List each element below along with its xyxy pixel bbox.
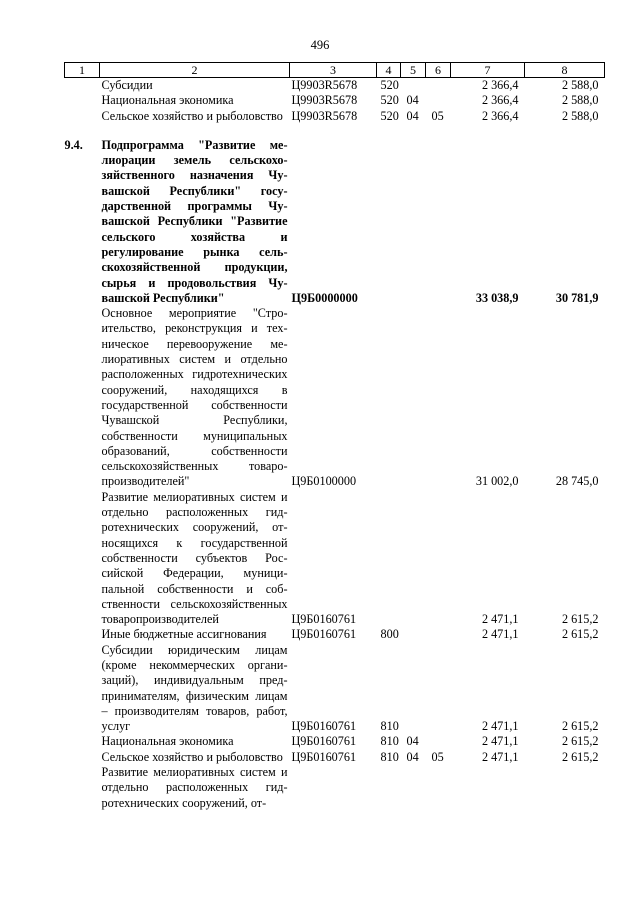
table-row [65,93,605,108]
table-row [65,627,605,642]
amount-year-1-cell: 31 002,0 [475,474,519,489]
table-row [65,734,605,749]
row-name-cell: Основное мероприятие "Строительство, реконструкция и техническое перевооружение мелиоративных систем и отдельно расположенных гидротехнических сооружений, находящихся в государственной собственности Чувашской Республики, собственности муниципальных образований, собственности сельскохозяйственных товаропроизводителей" [101,306,288,489]
expense-type-cell: 520 [380,93,399,108]
row-name-cell: Национальная экономика [101,93,234,108]
subsection-cell [426,78,451,94]
target-code-cell: Ц9Б0160761 [291,627,357,642]
table-row [65,306,605,490]
amount-year-1-cell: 2 366,4 [481,93,519,108]
amount-year-1-cell: 33 038,9 [475,290,519,305]
header-row [65,63,605,78]
expense-type-cell: 520 [380,108,399,123]
row-number-cell [65,734,100,749]
expense-type-cell [377,765,401,811]
table-body [65,78,605,811]
target-code-cell: Ц9903R5678 [291,93,358,108]
subsection-cell [426,93,451,108]
table-row [65,765,605,811]
expense-type-cell: 810 [380,734,399,749]
target-code-cell: Ц9903R5678 [291,108,358,123]
row-number-cell [65,643,100,735]
expense-type-cell: 800 [380,627,399,642]
expense-type-cell [377,490,401,628]
expense-type-cell [377,306,401,490]
row-name-cell: Развитие мелиоративных систем и отдельно расположенных гидротехнических сооружений, от- [101,765,288,810]
section-cell [401,627,426,642]
amount-year-1-cell [451,765,525,811]
expense-type-cell: 520 [380,78,399,92]
row-number-cell: 9.4. [64,137,83,152]
amount-year-1-cell: 2 471,1 [481,627,519,642]
section-cell [401,138,426,306]
row-number-cell [65,78,100,94]
amount-year-2-cell: 30 781,9 [555,290,599,305]
subsection-cell [426,490,451,628]
row-name-cell: Подпрограмма "Развитие мелиорации земель сельскохозяйственного назначения Чувашской Республики" государственной программы Чувашской Республики "Развитие сельского хозяйства и регулирование рынка сельскохозяйственной продукции, сырья и продовольствия Чувашской Республики" [101,137,288,305]
header-col-3: 3 [290,63,377,78]
section-cell [401,643,426,735]
target-code-cell: Ц9Б0160761 [291,612,357,627]
section-cell [401,765,426,811]
header-col-2: 2 [100,63,290,78]
row-number-cell [65,490,100,628]
header-col-5: 5 [401,63,426,78]
amount-year-2-cell: 2 615,2 [561,749,599,764]
amount-year-2-cell: 2 588,0 [561,108,599,123]
target-code-cell: Ц9Б0100000 [291,474,357,489]
amount-year-1-cell: 2 366,4 [481,78,519,92]
table-row [65,750,605,765]
amount-year-1-cell: 2 471,1 [481,612,519,627]
page-number: 496 [310,38,330,52]
expense-type-cell: 810 [380,719,399,734]
target-code-cell: Ц9Б0160761 [291,749,357,764]
row-name-cell: Национальная экономика [101,734,234,749]
section-cell: 04 [406,749,419,764]
target-code-cell: Ц9Б0160761 [291,734,357,749]
amount-year-1-cell: 2 366,4 [481,108,519,123]
expense-type-cell: 810 [380,749,399,764]
header-col-6: 6 [426,63,451,78]
subsection-cell [426,765,451,811]
budget-table [64,62,605,811]
section-cell: 04 [406,93,419,108]
amount-year-2-cell: 2 588,0 [561,78,599,92]
header-col-1: 1 [65,63,100,78]
subsection-cell [426,138,451,306]
amount-year-1-cell: 2 471,1 [481,734,519,749]
section-cell [401,78,426,94]
target-code-cell [290,765,377,811]
row-name-cell: Развитие мелиоративных систем и отдельно расположенных гидротехнических сооружений, относящихся к государственной собственности субъектов Российской Федерации, муниципальной собственности и собственности сельскохозяйственных товаропроизводителей [101,489,288,627]
target-code-cell: Ц9903R5678 [291,78,358,92]
row-number-cell [65,750,100,765]
row-number-cell [65,765,100,811]
section-cell [401,306,426,490]
amount-year-2-cell: 2 588,0 [561,93,599,108]
amount-year-2-cell [525,765,605,811]
header-col-7: 7 [451,63,525,78]
header-col-4: 4 [377,63,401,78]
section-cell: 04 [406,734,419,749]
spacer-row [65,124,605,138]
header-col-8: 8 [525,63,605,78]
amount-year-2-cell: 2 615,2 [561,612,599,627]
section-cell: 04 [406,108,419,123]
subsection-cell [426,734,451,749]
amount-year-2-cell: 2 615,2 [561,734,599,749]
subsection-cell [426,627,451,642]
row-name-cell: Сельское хозяйство и рыболовство [101,108,283,123]
amount-year-1-cell: 2 471,1 [481,749,519,764]
table-row [65,78,605,94]
table-row [65,138,605,306]
table-row [65,643,605,735]
amount-year-2-cell: 2 615,2 [561,627,599,642]
expense-type-cell [377,138,401,306]
subsection-cell: 05 [431,108,444,123]
subsection-cell [426,643,451,735]
row-name-cell: Субсидии юридическим лицам (кроме некоммерческих организаций), индивидуальным предпринимателям, физическим лицам – производителям товаров, работ, услуг [101,642,288,734]
row-name-cell: Иные бюджетные ассигнования [101,627,267,642]
row-name-cell: Сельское хозяйство и рыболовство [101,749,283,764]
row-name-cell: Субсидии [101,78,153,92]
section-cell [401,490,426,628]
row-number-cell [65,306,100,490]
table-row [65,490,605,628]
row-number-cell [65,627,100,642]
row-number-cell [65,93,100,108]
table-row [65,109,605,124]
subsection-cell [426,306,451,490]
amount-year-2-cell: 2 615,2 [561,719,599,734]
target-code-cell: Ц9Б0000000 [291,290,358,305]
subsection-cell: 05 [431,749,444,764]
row-number-cell [65,109,100,124]
amount-year-2-cell: 28 745,0 [555,474,599,489]
target-code-cell: Ц9Б0160761 [291,719,357,734]
amount-year-1-cell: 2 471,1 [481,719,519,734]
